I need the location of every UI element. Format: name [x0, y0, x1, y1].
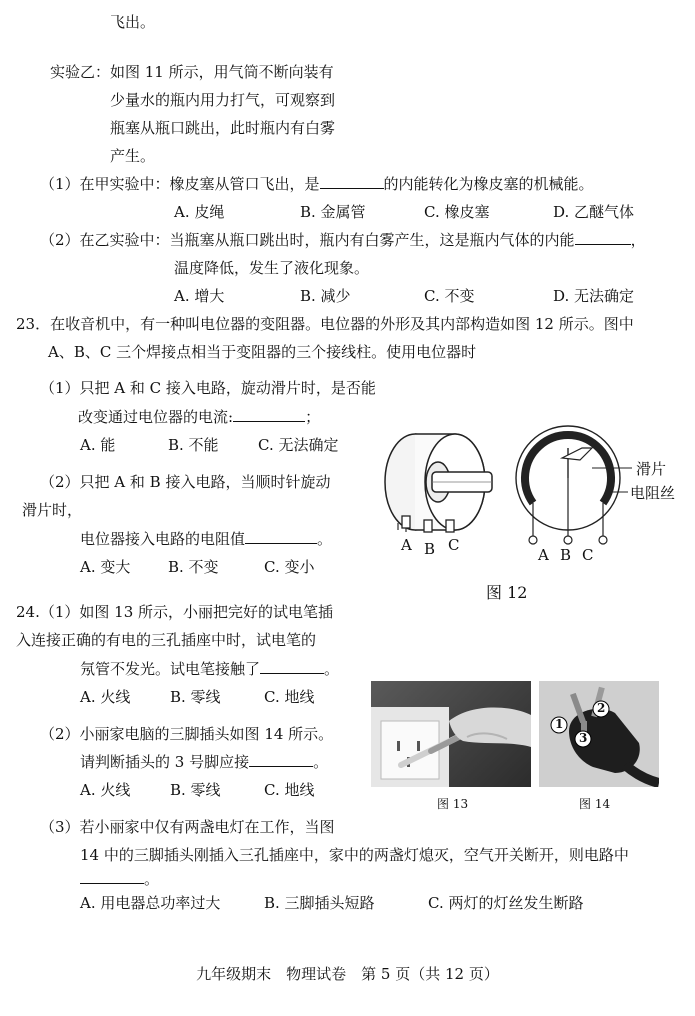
q22-p2-option-a[interactable]: A. 增大 — [174, 287, 225, 305]
q24-p3-option-b[interactable]: B. 三脚插头短路 — [264, 894, 375, 912]
q22-p1-text-a: （1）在甲实验中：橡皮塞从管口飞出，是 — [40, 175, 320, 193]
potentiometer-diagram — [360, 420, 695, 610]
fig12-label-c1: C — [448, 536, 460, 554]
q22-p2 — [40, 230, 646, 250]
fig12-label-b1: B — [424, 540, 436, 558]
q24-p1-a: 24.（1）如图 13 所示，小丽把完好的试电笔插 — [16, 603, 334, 621]
q23-line2: A、B、C 三个焊接点相当于变阻器的三个接线柱。使用电位器时 — [48, 343, 477, 361]
test-pen-socket-image — [371, 681, 531, 787]
q24-p1-c-row — [80, 659, 339, 679]
fig13-caption: 图 13 — [437, 797, 469, 811]
q22-p2-option-c[interactable]: C. 不变 — [424, 287, 475, 305]
plug-pin-label-3: 3 — [579, 731, 588, 745]
q24-p3-text-c: 。 — [144, 870, 160, 888]
q24-p1-option-a[interactable]: A. 火线 — [80, 688, 131, 706]
q24-p2-text-b: 请判断插头的 3 号脚应接 — [80, 753, 250, 771]
q23-p2-option-a[interactable]: A. 变大 — [80, 558, 131, 576]
answer-blank[interactable] — [575, 230, 631, 245]
q23-p1-b-row — [78, 407, 320, 427]
q23-p2-text-d: 。 — [317, 530, 333, 548]
exp-yi-label: 实验乙： — [50, 63, 111, 81]
q22-p2-option-b[interactable]: B. 减少 — [300, 287, 351, 305]
q23-line1: 23．在收音机中，有一种叫电位器的变阻器。电位器的外形及其内部构造如图 12 所示。图中 — [16, 315, 634, 333]
answer-blank[interactable] — [245, 529, 317, 544]
fig14-caption: 图 14 — [579, 797, 611, 811]
q24-p1-option-b[interactable]: B. 零线 — [170, 688, 221, 706]
q23-p2-text-c: 电位器接入电路的电阻值 — [80, 530, 246, 548]
q22-p2-text-b: ， — [630, 231, 646, 249]
fig12-label-b2: B — [560, 546, 572, 564]
q22-p1-text-b: 的内能转化为橡皮塞的机械能。 — [383, 175, 594, 193]
fig12-label-a2: A — [538, 546, 549, 564]
q23-p1-option-b[interactable]: B. 不能 — [168, 436, 219, 454]
q24-p3-option-c[interactable]: C. 两灯的灯丝发生断路 — [428, 894, 584, 912]
q23-p2-a: （2）只把 A 和 B 接入电路，当顺时针旋动 — [40, 473, 331, 491]
q22-p1-option-c[interactable]: C. 橡皮塞 — [424, 203, 490, 221]
q23-p1-option-c[interactable]: C. 无法确定 — [258, 436, 339, 454]
q24-p1-option-c[interactable]: C. 地线 — [264, 688, 315, 706]
exp-yi-line2: 少量水的瓶内用力打气，可观察到 — [110, 91, 336, 109]
q24-p2-option-a[interactable]: A. 火线 — [80, 781, 131, 799]
q24-p2-b-row — [80, 752, 328, 772]
fig12-label-a1: A — [401, 536, 412, 554]
q22-p1-option-a[interactable]: A. 皮绳 — [174, 203, 225, 221]
q24-p1-text-c: 氖管不发光。试电笔接触了 — [80, 660, 261, 678]
plug-pin-label-2: 2 — [597, 701, 606, 715]
text-fly-out: 飞出。 — [110, 13, 156, 31]
fig12-label-c2: C — [582, 546, 594, 564]
fig12-label-slider: 滑片 — [636, 460, 667, 478]
three-pin-plug-image — [539, 681, 659, 787]
q23-p1-option-a[interactable]: A. 能 — [80, 436, 116, 454]
q23-p2-option-c[interactable]: C. 变小 — [264, 558, 315, 576]
q24-p3-c-row — [80, 869, 159, 889]
q23-p2-b: 滑片时， — [22, 501, 83, 519]
q24-p1-b: 入连接正确的有电的三孔插座中时，试电笔的 — [16, 631, 317, 649]
q23-p2-option-b[interactable]: B. 不变 — [168, 558, 219, 576]
figure-12 — [360, 420, 695, 610]
answer-blank[interactable] — [320, 174, 384, 189]
q24-p2-a: （2）小丽家电脑的三脚插头如图 14 所示。 — [40, 725, 334, 743]
page-footer: 九年级期末 物理试卷 第 5 页（共 12 页） — [196, 965, 499, 983]
q23-p1-a: （1）只把 A 和 C 接入电路，旋动滑片时，是否能 — [40, 379, 376, 397]
figure-14-photo — [539, 681, 659, 787]
answer-blank[interactable] — [80, 869, 144, 884]
q22-p2-text-c: 温度降低，发生了液化现象。 — [174, 259, 370, 277]
q22-p2-option-d[interactable]: D. 无法确定 — [553, 287, 635, 305]
q22-p1 — [40, 174, 594, 194]
q24-p3-a: （3）若小丽家中仅有两盏电灯在工作，当图 — [40, 818, 335, 836]
q22-p1-option-d[interactable]: D. 乙醚气体 — [553, 203, 635, 221]
exp-yi-line4: 产生。 — [110, 147, 156, 165]
q24-p1-text-d: 。 — [324, 660, 340, 678]
answer-blank[interactable] — [260, 659, 324, 674]
q22-p2-text-a: （2）在乙实验中：当瓶塞从瓶口跳出时，瓶内有白雾产生，这是瓶内气体的内能 — [40, 231, 575, 249]
q22-p1-option-b[interactable]: B. 金属管 — [300, 203, 366, 221]
exp-yi-line1: 如图 11 所示，用气筒不断向装有 — [110, 63, 334, 81]
fig12-caption: 图 12 — [486, 583, 528, 602]
exp-yi-line3: 瓶塞从瓶口跳出，此时瓶内有白雾 — [110, 119, 336, 137]
q23-p1-text-c: ； — [305, 408, 321, 426]
plug-pin-label-1: 1 — [555, 717, 564, 731]
q24-p2-text-c: 。 — [313, 753, 329, 771]
q23-p2-c-row — [80, 529, 332, 549]
q24-p3-b: 14 中的三脚插头刚插入三孔插座中，家中的两盏灯熄灭，空气开关断开，则电路中 — [80, 846, 629, 864]
answer-blank[interactable] — [233, 407, 305, 422]
q24-p3-option-a[interactable]: A. 用电器总功率过大 — [80, 894, 221, 912]
q23-p1-text-b: 改变通过电位器的电流: — [78, 408, 234, 426]
fig12-label-wire: 电阻丝 — [630, 484, 676, 502]
answer-blank[interactable] — [249, 752, 313, 767]
q24-p2-option-b[interactable]: B. 零线 — [170, 781, 221, 799]
q24-p2-option-c[interactable]: C. 地线 — [264, 781, 315, 799]
figure-13-photo — [371, 681, 531, 787]
